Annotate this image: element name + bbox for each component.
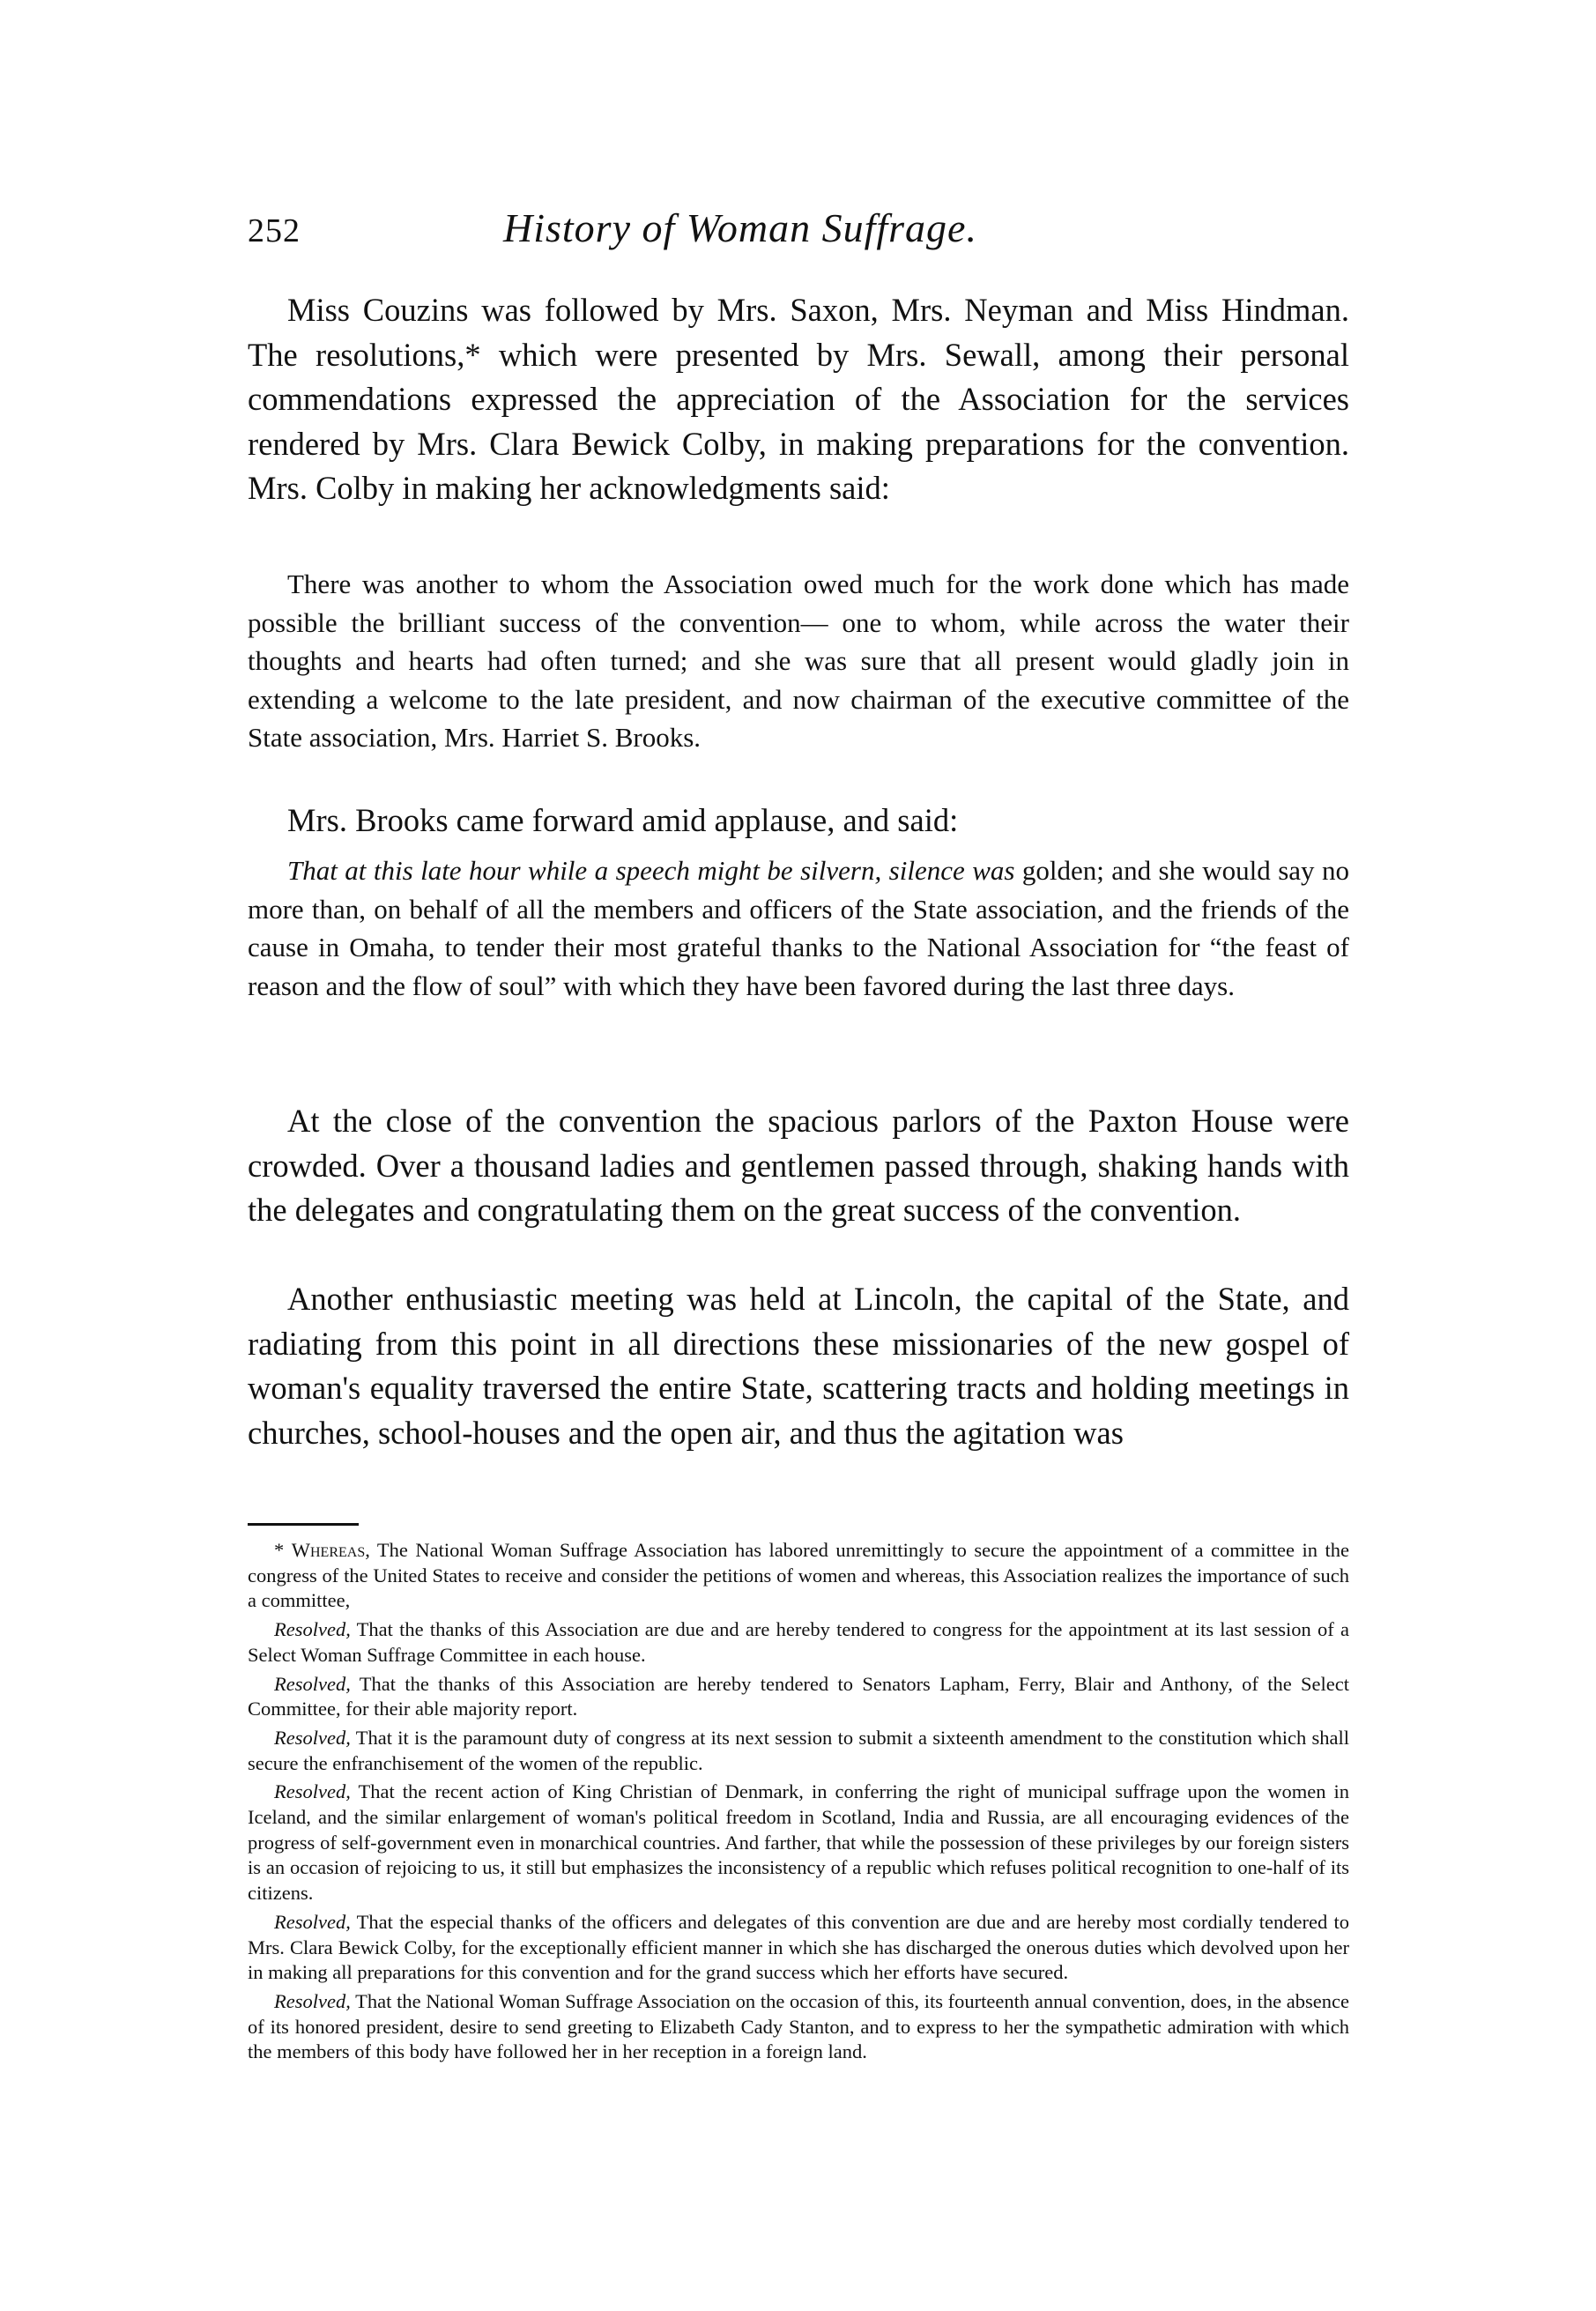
footnote-text: The National Woman Suffrage Association has labored unremittingly to secure the appointment of a committee in the congress of the United States to receive and consider the petitions of women and whereas, this Association realizes the importance of such a committee, — [248, 1539, 1349, 1612]
footnote-resolved — [248, 1672, 1349, 1722]
footnote-text: That the National Woman Suffrage Association on the occasion of this, its fourteenth annual convention, does, in the absence of its honored president, desire to send greeting to Elizabeth Cady Stanton, and to express to her the sympathetic admiration with which the members of this body have followed her in her reception in a foreign land. — [248, 1989, 1349, 2063]
body-paragraph: At the close of the convention the spacious parlors of the Paxton House were crowded. Over a thousand ladies and gentlemen passed through, shaking hands with the delegates and congratulating them on the great success of the convention. — [248, 1103, 1349, 1228]
footnote-text: That the recent action of King Christian of Denmark, in conferring the right of municipal suffrage upon the women in Iceland, and the similar enlargement of woman's political freedom in Scotland, India and Russia, are all encouraging evidences of the progress of self-government even in monarchical countries. And farther, that while the possession of these privileges by our foreign sisters is an occasion of rejoicing to us, it still but emphasizes the inconsistency of a republic which refuses political recognition to one-half of its citizens. — [248, 1780, 1349, 1905]
whereas-label: Whereas, — [291, 1539, 370, 1561]
running-header — [248, 204, 1349, 257]
quote-brooks — [248, 851, 1349, 1005]
quoted-paragraph — [248, 851, 1349, 1005]
footnote-resolved — [248, 1989, 1349, 2065]
resolved-label: Resolved, — [274, 1726, 351, 1749]
footnote-resolved — [248, 1617, 1349, 1668]
resolved-label: Resolved, — [274, 1618, 351, 1641]
paragraph-lincoln — [248, 1277, 1349, 1455]
resolved-label: Resolved, — [274, 1780, 351, 1803]
footnote-resolved — [248, 1910, 1349, 1986]
footnote-marker: * — [274, 1539, 285, 1561]
paragraph-couzins — [248, 288, 1349, 511]
resolved-label: Resolved, — [274, 1672, 351, 1695]
quoted-paragraph: There was another to whom the Association owed much for the work done which has made possible the brilliant success of the convention— one to whom, while across the water their thoughts and hearts had often turned; and she was sure that all present would gladly join in extending a welcome to the late president, and now chairman of the executive committee of the State association, Mrs. Harriet S. Brooks. — [248, 568, 1349, 753]
italic-lead-text: That at this late hour while a speech might be silvern, silence was — [287, 855, 1015, 886]
quote-remainder: golden; and she would say no more than, on behalf of all the members and officers of the State association, and the friends of the cause in Omaha, to tender their most grateful thanks to the National Association for “the feast of reason and the flow of soul” with which they have been favored during the last three days. — [248, 855, 1349, 1001]
paragraph-paxton — [248, 1099, 1349, 1233]
body-paragraph: Another enthusiastic meeting was held at Lincoln, the capital of the State, and radiating from this point in all directions these missionaries of the new gospel of woman's equality traversed the entire State, scattering tracts and holding meetings in churches, school-houses and the open air, and thus the agitation was — [248, 1281, 1349, 1451]
footnote-resolved — [248, 1780, 1349, 1906]
footnote-text: That it is the paramount duty of congress at its next session to submit a sixteenth amendment to the constitution which shall secure the enfranchisement of the women of the republic. — [248, 1726, 1349, 1774]
running-title: History of Woman Suffrage. — [503, 205, 977, 250]
footnote-resolved — [248, 1726, 1349, 1776]
page-number: 252 — [248, 212, 301, 249]
resolved-label: Resolved, — [274, 1910, 351, 1933]
quote-colby — [248, 565, 1349, 757]
footnote-text: That the especial thanks of the officers and delegates of this convention are due and are hereby most cordially tendered to Mrs. Clara Bewick Colby, for the exceptionally efficient manner in which she has discharged the onerous duties which devolved upon her in making all preparations for this convention and for the grand success which her efforts have secured. — [248, 1910, 1349, 1984]
footnote-text: That the thanks of this Association are hereby tendered to Senators Lapham, Ferry, Blair and Anthony, of the Select Committee, for their able majority report. — [248, 1672, 1349, 1720]
footnote-text: That the thanks of this Association are due and are hereby tendered to congress for the appointment at its last session of a Select Woman Suffrage Committee in each house. — [248, 1618, 1349, 1666]
footnotes — [248, 1538, 1349, 2069]
body-paragraph: Miss Couzins was followed by Mrs. Saxon, Mrs. Neyman and Miss Hindman. The resolutions,* which were presented by Mrs. Sewall, among their personal commendations expressed the appreciation of the Association for the services rendered by Mrs. Clara Bewick Colby, in making preparations for the convention. Mrs. Colby in making her acknowledgments said: — [248, 292, 1349, 506]
footnote-separator — [248, 1523, 359, 1526]
footnote-whereas — [248, 1538, 1349, 1614]
paragraph-brooks-intro — [248, 799, 1349, 843]
resolved-label: Resolved, — [274, 1989, 351, 2012]
body-paragraph: Mrs. Brooks came forward amid applause, and said: — [287, 802, 959, 838]
